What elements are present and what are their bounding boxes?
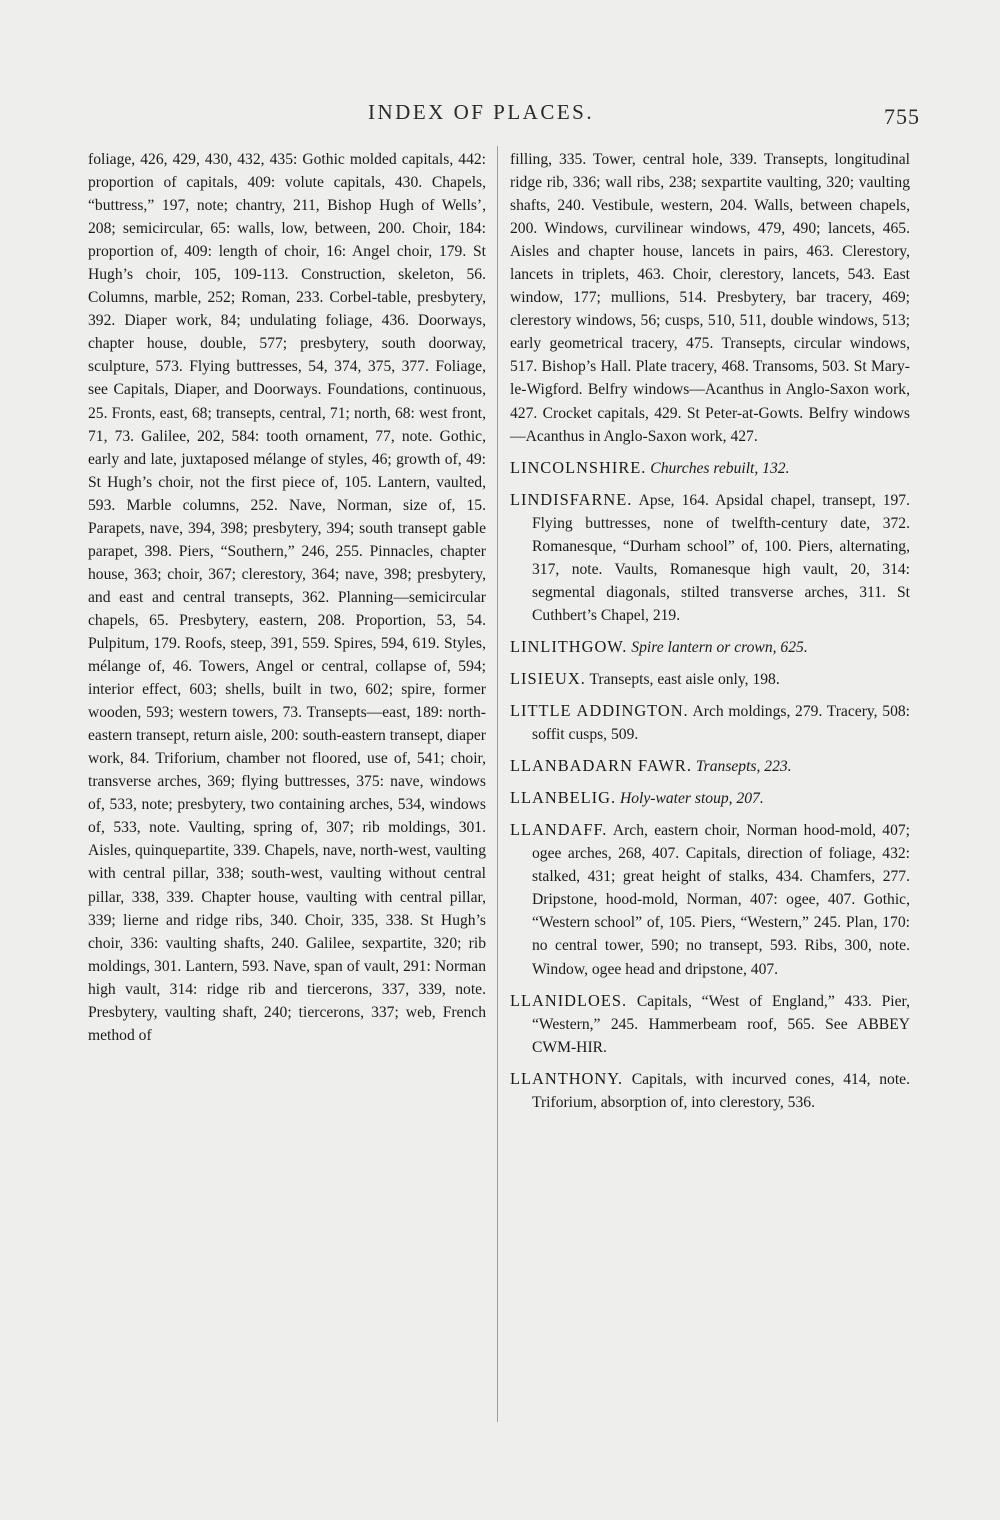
index-headword: LLANDAFF. xyxy=(510,820,608,840)
index-headword: LLANBADARN FAWR. xyxy=(510,756,692,776)
index-headword: LISIEUX. xyxy=(510,668,586,688)
index-headword: LLANBELIG. xyxy=(510,788,617,808)
index-entry-text: Arch, eastern choir, Norman hood-mold, 407; ogee arches, 268, 407. Capitals, direction of foliage, 432: stalked, 431; great height of stalks, 434. Chamfers, 277. Dripstone, hood-mold, Norman, 407: ogee, 407. Gothic, “Western school” of, 105. Piers, “Western,” 245. Plan, 170: no central tower, 590; no transept, 593. Ribs, 300, note. Window, ogee head and dripstone, 407. xyxy=(532,822,910,978)
index-entry-lisieux xyxy=(510,667,910,691)
running-title: INDEX OF PLACES. xyxy=(368,100,595,124)
index-entry-text: Holy-water stoup, 207. xyxy=(619,790,764,808)
index-entry-text: Apse, 164. Apsidal chapel, transept, 197. Flying buttresses, none of twelfth-century date, 372. Romanesque, “Durham school” of, 100. Piers, alternating, 317, note. Vaults, Romanesque high vault, 20, 314: segmental diagonals, stilted transverse arches, 311. St Cuthbert’s Chapel, 219. xyxy=(532,491,911,624)
index-headword: LINLITHGOW. xyxy=(510,636,628,656)
index-entry-text: Arch moldings, 279. Tracery, 508: soffit cusps, 509. xyxy=(532,703,910,744)
left-column-text: foliage, 426, 429, 430, 432, 435: Gothic molded capitals, 442: proportion of capitals, 409: volute capitals, 430. Chapels, “buttress,” 197, note; chantry, 211, Bishop Hugh of Wells’, 208; semicircular, 65: walls, low, between, 200. Choir, 184: proportion of, 409: length of choir, 16: Angel choir, 179. St Hugh’s choir, 105, 109-113. Construction, skeleton, 56. Columns, marble, 252; Roman, 233. Corbel-table, presbytery, 392. Diaper work, 84; undulating foliage, 436. Doorways, chapter house, double, 577; presbytery, south doorway, sculpture, 573. Flying buttresses, 54, 374, 375, 377. Foliage, see Capitals, Diaper, and Doorways. Foundations, continuous, 25. Fronts, east, 68; transepts, central, 71; north, 68: west front, 71, 73. Galilee, 202, 584: tooth ornament, 77, note. Gothic, early and late, juxtaposed mélange of styles, 46; growth of, 49: St Hugh’s choir, not the first piece of, 105. Lantern, vaulted, 593. Marble columns, 252. Nave, Norman, size of, 15. Parapets, nave, 394, 398; presbytery, 394; south transept gable parapet, 398. Piers, “Southern,” 246, 255. Pinnacles, chapter house, 363; choir, 367; clerestory, 364; nave, 398; presbytery, and east and central transepts, 362. Planning—semicircular chapels, 65. Presbytery, eastern, 208. Proportion, 53, 54. Pulpitum, 179. Roofs, steep, 391, 559. Spires, 594, 619. Styles, mélange of, 46. Towers, Angel or central, collapse of, 594; interior effect, 603; shells, built in two, 602; spire, former wooden, 593; western towers, 73. Transepts—east, 189: north-eastern transept, return aisle, 200: south-eastern transept, diaper work, 84. Triforium, chamber not floored, use of, 541; choir, transverse arches, 369; flying buttresses, 375: nave, windows of, 533, note; presbytery, two containing arches, 534, windows of, 533, note. Vaulting, spring of, 307; rib moldings, 301. Aisles, quinquepartite, 339. Chapels, nave, north-west, vaulting with central pillar, 338; south-west, vaulting without central pillar, 338, 339. Chapter house, vaulting with central pillar, 339; lierne and ridge ribs, 340. Choir, 335, 338. St Hugh’s choir, 336: vaulting shafts, 240. Galilee, sexpartite, 320; rib moldings, 301. Lantern, 593. Nave, span of vault, 291: Norman high vault, 314: ridge rib and tiercerons, 337, 339, note. Presbytery, vaulting shaft, 240; tiercerons, 337; web, French method of xyxy=(88,151,486,1044)
index-headword: LITTLE ADDINGTON. xyxy=(510,701,689,721)
index-entry-text: Spire lantern or crown, 625. xyxy=(631,638,808,656)
page-header xyxy=(0,96,1000,136)
index-entry-llanthony xyxy=(510,1067,910,1114)
left-column xyxy=(88,148,486,1055)
index-entry-lindisfarne xyxy=(510,488,910,627)
right-column-continuation: filling, 335. Tower, central hole, 339. Transepts, longitudinal ridge rib, 336; wall ribs, 238; sexpartite vaulting, 320; vaulting shafts, 240. Vestibule, western, 204. Walls, between chapels, 200. Windows, curvilinear windows, 479, 490; lancets, 465. Aisles and chapter house, lancets in pairs, 463. Clerestory, lancets in triplets, 463. Choir, clerestory, lancets, 543. East window, 177; mullions, 514. Presbytery, bar tracery, 469; clerestory windows, 56; cusps, 510, 511, double windows, 513; early geometrical tracery, 475. Transepts, circular windows, 517. Bishop’s Hall. Plate tracery, 468. Transoms, 503. St Mary-le-Wigford. Belfry windows—Acanthus in Anglo-Saxon work, 427. Crocket capitals, 429. St Peter-at-Gowts. Belfry windows—Acanthus in Anglo-Saxon work, 427. xyxy=(510,151,910,445)
index-headword: LINCOLNSHIRE. xyxy=(510,457,647,477)
index-entry-llanbadarn-fawr xyxy=(510,754,910,778)
index-entry-text: Capitals, “West of England,” 433. Pier, “Western,” 245. Hammerbeam roof, 565. See ABBEY CWM-HIR. xyxy=(532,992,910,1056)
index-entry-llandaff xyxy=(510,818,910,980)
index-headword: LLANTHONY. xyxy=(510,1068,624,1088)
page-number: 755 xyxy=(884,104,920,129)
index-entry-text: Capitals, with incurved cones, 414, note. Triforium, absorption of, into clerestory, 536. xyxy=(532,1070,910,1111)
index-entry-lincolnshire xyxy=(510,456,910,480)
index-entry-llanidloes xyxy=(510,989,910,1059)
index-headword: LINDISFARNE. xyxy=(510,489,633,509)
index-entry-linlithgow xyxy=(510,635,910,659)
index-entry-text: Transepts, 223. xyxy=(695,758,792,776)
index-entry-little-addington xyxy=(510,699,910,746)
index-headword: LLANIDLOES. xyxy=(510,990,628,1010)
index-entry-llanbelig xyxy=(510,786,910,810)
index-entry-text: Transepts, east aisle only, 198. xyxy=(589,670,780,688)
right-column xyxy=(510,148,910,1122)
column-divider xyxy=(497,146,498,1422)
index-entry-text: Churches rebuilt, 132. xyxy=(650,459,790,477)
